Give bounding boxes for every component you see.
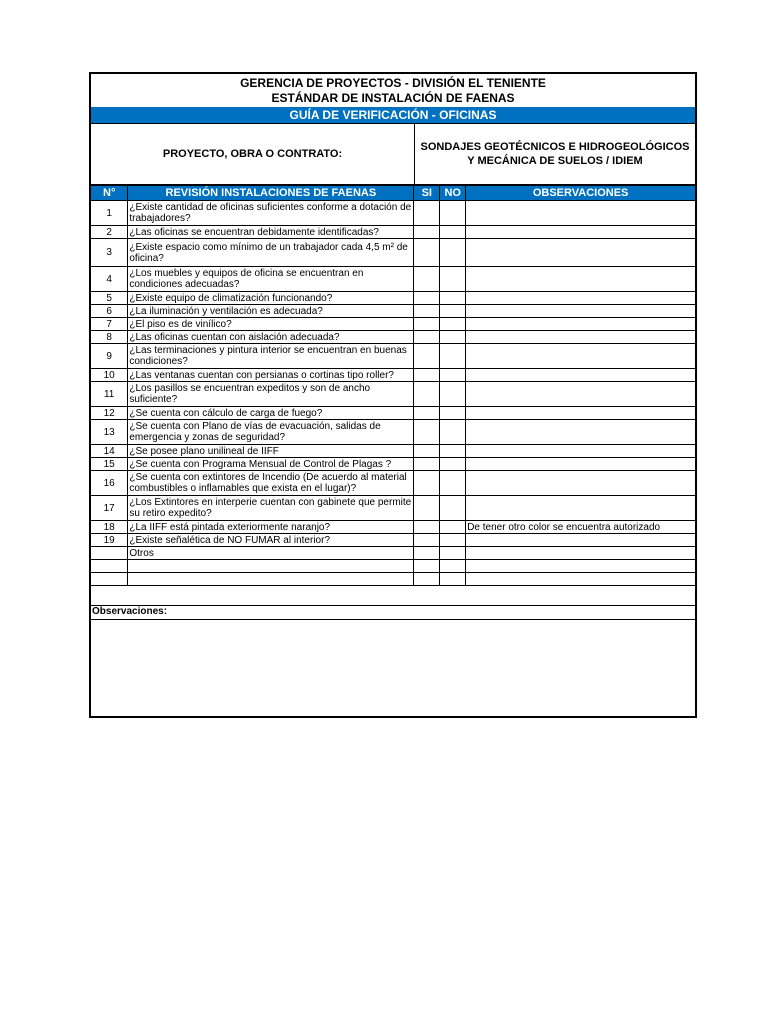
row-no-cell[interactable] [440,331,466,344]
table-row [91,573,695,586]
row-question: ¿Las oficinas se encuentran debidamente identificadas? [128,226,414,239]
row-si-cell[interactable] [414,420,440,445]
row-no-cell[interactable] [440,344,466,369]
row-question: ¿El piso es de vinílico? [128,318,414,331]
row-si-cell[interactable] [414,226,440,239]
row-number [91,560,128,573]
checklist-body [91,201,695,586]
observations-area[interactable] [91,620,695,718]
row-question: ¿Los muebles y equipos de oficina se encuentran en condiciones adecuadas? [128,267,414,292]
table-row [91,305,695,318]
col-header-no: NO [440,186,466,201]
row-observation-cell[interactable] [466,547,695,560]
row-observation-cell[interactable] [466,534,695,547]
row-no-cell[interactable] [440,521,466,534]
row-question: ¿Las terminaciones y pintura interior se encuentran en buenas condiciones? [128,344,414,369]
row-si-cell[interactable] [414,560,440,573]
row-si-cell[interactable] [414,382,440,407]
row-si-cell[interactable] [414,534,440,547]
row-question: ¿Se cuenta con Programa Mensual de Control de Plagas ? [128,458,414,471]
row-si-cell[interactable] [414,445,440,458]
table-row [91,344,695,369]
project-label: PROYECTO, OBRA O CONTRATO: [91,124,415,184]
row-question: ¿Se cuenta con Plano de vías de evacuación, salidas de emergencia y zonas de seguridad? [128,420,414,445]
col-header-num: N° [91,186,128,201]
row-observation-cell[interactable] [466,267,695,292]
row-number: 14 [91,445,128,458]
row-si-cell[interactable] [414,369,440,382]
observations-block [91,605,695,718]
row-question: Otros [128,547,414,560]
row-no-cell[interactable] [440,239,466,267]
row-si-cell[interactable] [414,407,440,420]
observations-label: Observaciones: [91,606,695,620]
row-observation-cell[interactable] [466,331,695,344]
table-row [91,407,695,420]
row-question: ¿Existe cantidad de oficinas suficientes conforme a dotación de trabajadores? [128,201,414,226]
row-number: 11 [91,382,128,407]
row-si-cell[interactable] [414,496,440,521]
table-row [91,239,695,267]
row-number: 10 [91,369,128,382]
row-observation-cell[interactable] [466,318,695,331]
row-no-cell[interactable] [440,496,466,521]
col-header-review: REVISIÓN INSTALACIONES DE FAENAS [128,186,414,201]
project-row [91,123,695,185]
row-question: ¿Existe señalética de NO FUMAR al interior? [128,534,414,547]
row-observation-cell[interactable] [466,458,695,471]
row-no-cell[interactable] [440,382,466,407]
table-row [91,547,695,560]
table-row [91,521,695,534]
row-observation-cell[interactable] [466,239,695,267]
row-observation-cell[interactable] [466,369,695,382]
row-number: 15 [91,458,128,471]
table-row [91,458,695,471]
verification-sheet [89,72,697,718]
row-si-cell[interactable] [414,344,440,369]
row-number: 8 [91,331,128,344]
row-observation-cell[interactable] [466,496,695,521]
row-observation-cell[interactable] [466,560,695,573]
table-row [91,496,695,521]
row-observation-cell[interactable] [466,420,695,445]
row-no-cell[interactable] [440,267,466,292]
row-question: ¿La IIFF está pintada exteriormente naranjo? [128,521,414,534]
row-question: ¿Se cuenta con extintores de Incendio (De acuerdo al material combustibles o inflamables que exista en el lugar)? [128,471,414,496]
row-si-cell[interactable] [414,305,440,318]
row-no-cell[interactable] [440,534,466,547]
col-header-si: SI [414,186,440,201]
row-no-cell[interactable] [440,369,466,382]
row-observation-cell[interactable] [466,471,695,496]
row-si-cell[interactable] [414,292,440,305]
table-row [91,201,695,226]
table-row [91,331,695,344]
row-si-cell[interactable] [414,521,440,534]
row-question: ¿Los pasillos se encuentran expeditos y son de ancho suficiente? [128,382,414,407]
col-header-observations: OBSERVACIONES [466,186,695,201]
row-question [128,560,414,573]
row-observation-cell[interactable] [466,344,695,369]
row-observation-cell[interactable]: De tener otro color se encuentra autorizado [466,521,695,534]
row-no-cell[interactable] [440,226,466,239]
row-number: 4 [91,267,128,292]
row-no-cell[interactable] [440,547,466,560]
header-title-line1: GERENCIA DE PROYECTOS - DIVISIÓN EL TENIENTE [240,76,546,90]
row-question: ¿Existe equipo de climatización funcionando? [128,292,414,305]
row-no-cell[interactable] [440,305,466,318]
row-observation-cell[interactable] [466,201,695,226]
row-question: ¿Las oficinas cuentan con aislación adecuada? [128,331,414,344]
project-value[interactable]: SONDAJES GEOTÉCNICOS E HIDROGEOLÓGICOS Y MECÁNICA DE SUELOS / IDIEM [420,141,690,167]
row-no-cell[interactable] [440,560,466,573]
row-number: 5 [91,292,128,305]
row-question [128,573,414,586]
row-number: 3 [91,239,128,267]
table-row [91,445,695,458]
row-observation-cell[interactable] [466,382,695,407]
table-row [91,420,695,445]
row-no-cell[interactable] [440,201,466,226]
table-row [91,471,695,496]
row-number: 7 [91,318,128,331]
row-number: 9 [91,344,128,369]
row-number [91,573,128,586]
table-row [91,267,695,292]
row-question: ¿La iluminación y ventilación es adecuada? [128,305,414,318]
row-number: 1 [91,201,128,226]
row-number: 18 [91,521,128,534]
row-si-cell[interactable] [414,318,440,331]
table-row [91,534,695,547]
row-question: ¿Las ventanas cuentan con persianas o cortinas tipo roller? [128,369,414,382]
table-row [91,369,695,382]
row-si-cell[interactable] [414,547,440,560]
header-title-line2: ESTÁNDAR DE INSTALACIÓN DE FAENAS [271,91,515,105]
row-observation-cell[interactable] [466,407,695,420]
row-si-cell[interactable] [414,331,440,344]
header-subtitle: GUÍA DE VERIFICACIÓN - OFICINAS [91,107,695,123]
table-row [91,226,695,239]
row-no-cell[interactable] [440,420,466,445]
row-question: ¿Los Extintores en interperie cuentan con gabinete que permite su retiro expedito? [128,496,414,521]
row-no-cell[interactable] [440,407,466,420]
row-question: ¿Se cuenta con cálculo de carga de fuego? [128,407,414,420]
row-no-cell[interactable] [440,445,466,458]
row-si-cell[interactable] [414,458,440,471]
table-row [91,382,695,407]
row-number: 13 [91,420,128,445]
row-number: 16 [91,471,128,496]
row-observation-cell[interactable] [466,573,695,586]
row-observation-cell[interactable] [466,445,695,458]
row-no-cell[interactable] [440,471,466,496]
row-observation-cell[interactable] [466,292,695,305]
row-no-cell[interactable] [440,458,466,471]
row-si-cell[interactable] [414,267,440,292]
row-number: 6 [91,305,128,318]
checklist-table [91,185,695,586]
row-question: ¿Existe espacio como mínimo de un trabajador cada 4,5 m² de oficina? [128,239,414,267]
table-row [91,292,695,305]
row-question: ¿Se posee plano unilineal de IIFF [128,445,414,458]
row-no-cell[interactable] [440,292,466,305]
row-number [91,547,128,560]
table-row [91,560,695,573]
row-observation-cell[interactable] [466,305,695,318]
row-number: 17 [91,496,128,521]
row-si-cell[interactable] [414,471,440,496]
row-number: 12 [91,407,128,420]
checklist-header-row [91,186,695,201]
row-si-cell[interactable] [414,239,440,267]
row-number: 2 [91,226,128,239]
row-observation-cell[interactable] [466,226,695,239]
row-si-cell[interactable] [414,573,440,586]
row-number: 19 [91,534,128,547]
row-no-cell[interactable] [440,318,466,331]
row-no-cell[interactable] [440,573,466,586]
table-row [91,318,695,331]
row-si-cell[interactable] [414,201,440,226]
